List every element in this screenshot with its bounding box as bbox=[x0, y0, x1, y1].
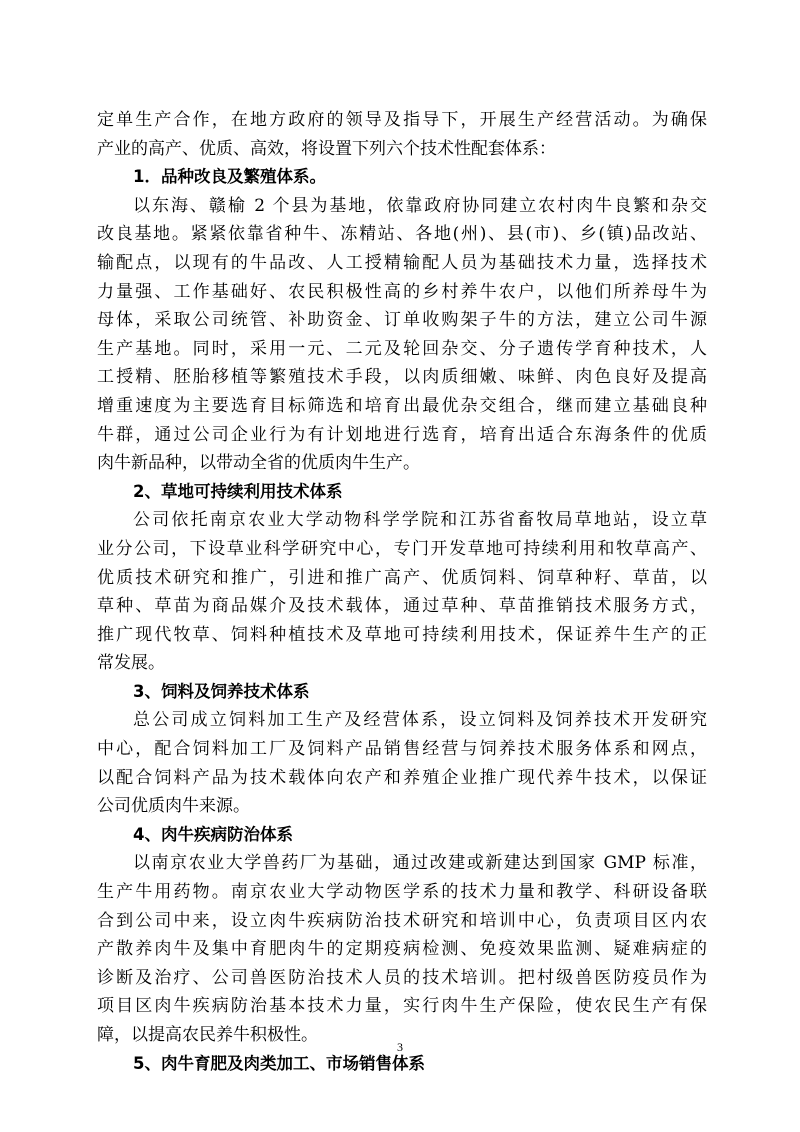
paragraph-line: 障，以提高农民养牛积极性。 bbox=[97, 1025, 318, 1045]
paragraph-line: 增重速度为主要选育目标筛选和培育出最优杂交组合，继而建立基础良种 bbox=[97, 395, 707, 416]
section-heading-disease-control: 4、肉牛疾病防治体系 bbox=[133, 824, 293, 844]
paragraph-line: 优质技术研究和推广，引进和推广高产、优质饲料、饲草种籽、草苗，以 bbox=[97, 567, 707, 588]
paragraph-line: 项目区肉牛疾病防治基本技术力量，实行肉牛生产保险，使农民生产有保 bbox=[97, 996, 707, 1017]
paragraph-line: 业分公司，下设草业科学研究中心，专门开发草地可持续利用和牧草高产、 bbox=[97, 538, 707, 559]
paragraph-line: 力量强、工作基础好、农民积极性高的乡村养牛农户，以他们所养母牛为 bbox=[97, 281, 707, 302]
section-heading-feed: 3、饲料及饲养技术体系 bbox=[133, 681, 310, 701]
intro-line-2: 产业的高产、优质、高效，将设置下列六个技术性配套体系： bbox=[97, 138, 556, 159]
page-number: 3 bbox=[397, 1040, 403, 1054]
paragraph-line: 产散养肉牛及集中育肥肉牛的定期疫病检测、免疫效果监测、疑难病症的 bbox=[97, 939, 707, 960]
paragraph-line: 草种、草苗为商品媒介及技术载体，通过草种、草苗推销技术服务方式， bbox=[97, 596, 707, 617]
paragraph-line: 工授精、胚胎移植等繁殖技术手段，以肉质细嫩、味鲜、肉色良好及提高 bbox=[97, 367, 707, 388]
intro-line-1: 定单生产合作，在地方政府的领导及指导下，开展生产经营活动。为确保 bbox=[97, 110, 707, 130]
paragraph-line: 生产牛用药物。南京农业大学动物医学系的技术力量和教学、科研设备联 bbox=[97, 882, 707, 903]
paragraph-line: 牛群，通过公司企业行为有计划地进行选育，培育出适合东海条件的优质 bbox=[97, 424, 707, 445]
section-heading-breed-improvement: 1．品种改良及繁殖体系。 bbox=[133, 167, 326, 187]
section-heading-fattening-processing: 5、肉牛育肥及肉类加工、市场销售体系 bbox=[133, 1053, 425, 1073]
paragraph-line: 总公司成立饲料加工生产及经营体系，设立饲料及饲养技术开发研究 bbox=[133, 710, 707, 731]
paragraph-line: 公司优质肉牛来源。 bbox=[97, 796, 250, 817]
paragraph-line: 生产基地。同时，采用一元、二元及轮回杂交、分子遗传学育种技术，人 bbox=[97, 338, 707, 359]
document-body bbox=[97, 106, 707, 1078]
paragraph-line: 常发展。 bbox=[97, 653, 165, 674]
paragraph-line: 以配合饲料产品为技术载体向农产和养殖企业推广现代养牛技术，以保证 bbox=[97, 767, 707, 788]
paragraph-line: 诊断及治疗、公司兽医防治技术人员的技术培训。把村级兽医防疫员作为 bbox=[97, 967, 707, 988]
paragraph-line: 肉牛新品种，以带动全省的优质肉牛生产。 bbox=[97, 453, 420, 474]
paragraph-line: 改良基地。紧紧依靠省种牛、冻精站、各地(州)、县(市)、乡(镇)品改站、 bbox=[97, 224, 707, 245]
paragraph-line: 输配点，以现有的牛品改、人工授精输配人员为基础技术力量，选择技术 bbox=[97, 252, 707, 273]
paragraph-line: 母体，采取公司统管、补助资金、订单收购架子牛的方法，建立公司牛源 bbox=[97, 310, 707, 331]
paragraph-line: 中心，配合饲料加工厂及饲料产品销售经营与饲养技术服务体系和网点， bbox=[97, 739, 707, 760]
paragraph-line: 以南京农业大学兽药厂为基础，通过改建或新建达到国家 GMP 标准， bbox=[133, 853, 707, 874]
section-heading-grassland: 2、草地可持续利用技术体系 bbox=[133, 481, 343, 501]
paragraph-line: 以东海、赣榆 2 个县为基地，依靠政府协同建立农村肉牛良繁和杂交 bbox=[133, 195, 707, 216]
paragraph-line: 合到公司中来，设立肉牛疾病防治技术研究和培训中心，负责项目区内农 bbox=[97, 910, 707, 931]
paragraph-line: 公司依托南京农业大学动物科学学院和江苏省畜牧局草地站，设立草 bbox=[133, 510, 707, 531]
paragraph-line: 推广现代牧草、饲料种植技术及草地可持续利用技术，保证养牛生产的正 bbox=[97, 624, 707, 645]
